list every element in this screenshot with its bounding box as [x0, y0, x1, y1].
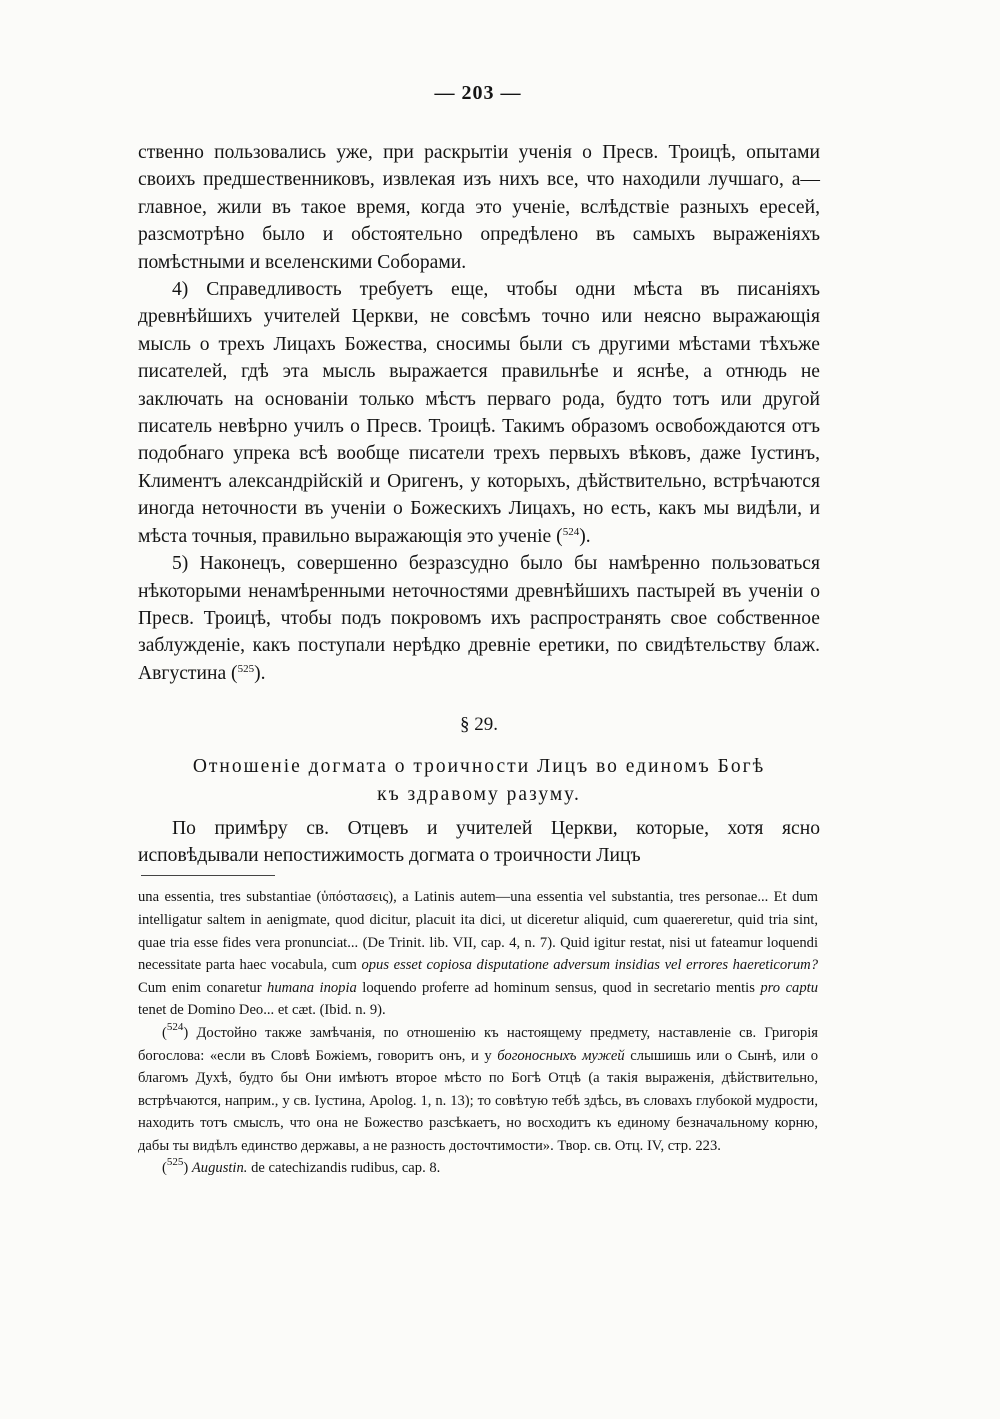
footnotes: [138, 886, 818, 1180]
paragraph-text: 5) Наконецъ, совершенно безразсудно было бы намѣренно пользоваться нѣкоторыми ненамѣренными неточностями древнѣйшихъ пастырей въ ученіи о Пресв. Троицѣ, чтобы подъ покровомъ ихъ распространять свое собственное заблужденіе, какъ поступали нерѣдко древніе еретики, по свидѣтельству блаж. Августина (: [138, 553, 820, 684]
footnote-525: ($^{525}$) Augustin. de catechizandis rudibus, cap. 8.: [162, 1156, 441, 1177]
footnote-524: ($^{524}$) Достойно также замѣчанія, по отношенію къ настоящему предмету, наставленіе св. Григорія богослова: «если въ Словѣ Божіемъ, говоритъ онъ, и у богоносныхъ мужей слышишь или о Сынѣ, или о благомъ Духѣ, будто бы Они имѣютъ второе мѣсто по Богѣ Отцѣ (а такія выраженія, дѣйствительно, встрѣчаются, наприм., у св. Іустина, Apolog. 1, n. 13); то совѣтую тебѣ здѣсь, въ словахъ глубокой мудрости, находить тотъ смыслъ, что она не Божество разсѣкаетъ, но восходитъ къ единому безначальному корню, дабы ты видѣлъ единство державы, а не разность досточтимости». Твор. св. Отц. IV, стр. 223.: [138, 1020, 819, 1154]
footnote-ref-524[interactable]: 524: [562, 525, 580, 538]
footnote-number-525: 525: [166, 1156, 184, 1169]
section-title: [138, 753, 820, 809]
paragraph-text: 4) Справедливость требуетъ еще, чтобы одни мѣста въ писаніяхъ древнѣйшихъ учителей Церкви, не совсѣмъ точно или неясно выражающія мысль о трехъ Лицахъ Божества, сносимы были съ другими мѣстами тѣхъже писателей, гдѣ эта мысль выражается правильнѣе и яснѣе, а отнюдь не заключать на основаніи только мѣстъ перваго рода, будто тотъ или другой писатель невѣрно училъ о Пресв. Троицѣ. Такимъ образомъ освобождаются отъ подобнаго упрека всѣ вообще писатели трехъ первыхъ вѣковъ, даже Іустинъ, Климентъ александрійскій и Оригенъ, у которыхъ, дѣйствительно, встрѣчаются иногда неточности въ ученіи о Божескихъ Лицахъ, но есть, какъ мы видѣли, и мѣста точныя, правильно выражающія это ученіе (: [138, 279, 820, 547]
paragraph-point-5: [138, 550, 820, 687]
footnote-divider: [141, 875, 275, 876]
footnote-text: Cum enim conaretur: [138, 979, 268, 996]
footnote-text: tenet de Domino Deo... et cæt. (Ibid. n. 9).: [138, 1002, 386, 1019]
section-title-line-2: къ здравому разуму.: [377, 783, 581, 805]
footnote-text: слышишь или о Сынѣ, или о благомъ Духѣ, будто бы Они имѣютъ второе мѣсто по Богѣ Отцѣ (а такія выраженія, дѣйствительно, встрѣчаются, наприм., у св. Іустина, Apolog. 1, n. 13); то совѣтую тебѣ здѣсь, въ словахъ глубокой мудрости, находить тотъ смыслъ, что она не Божество разсѣкаетъ, но восходитъ къ единому безначальному корню, дабы ты видѣлъ единство державы, а не разность досточтимости». Твор. св. Отц. IV, стр. 223.: [138, 1047, 819, 1154]
footnote-number-524: 524: [166, 1020, 184, 1033]
section-number: § 29.: [460, 714, 498, 736]
footnote-italic: humana inopia: [267, 979, 357, 996]
footnote-continuation: [138, 886, 818, 1022]
footnote-text: de catechizandis rudibus, cap. 8.: [247, 1160, 441, 1177]
footnote-italic: Augustin.: [191, 1160, 248, 1177]
paragraph-text-tail: ).: [254, 662, 266, 684]
footnote-ref-525[interactable]: 525: [237, 662, 255, 675]
footnote-text: Достойно также замѣчанія, по отношенію къ настоящему предмету, наставленіе св. Григорія богослова: «если въ Словѣ Божіемъ, говоритъ онъ, и у: [138, 1024, 818, 1064]
footnote-text: una essentia, tres substantiae (ὑπόστασεις), a Latinis autem—una essentia vel substantia, tres personae... Et dum intelligatur saltem in aenigmate, quod dicitur, placuit ita dici, ut diceretur aliquid, cum quaereretur, quid tria sint, quae tria esse fides vera pronunciat... (De Trinit. lib. VII, cap. 4, n. 7). Quid igitur restat, nisi ut fateamur loquendi necessitate parta haec vocabula, cum: [138, 889, 818, 974]
footnote-italic: pro captu: [760, 979, 818, 996]
paragraph-continuation: ственно пользовались уже, при раскрытіи ученія о Пресв. Троицѣ, опытами своихъ предшественниковъ, извлекая изъ нихъ все, что находили лучшаго, а—главное, жили въ такое время, когда это ученіе, вслѣдствіе разныхъ ересей, разсмотрѣно было и обстоятельно опредѣлено въ самыхъ выраженіяхъ помѣстными и вселенскими Соборами.: [138, 142, 820, 273]
page-number: — 203 —: [434, 82, 522, 104]
footnote-italic: opus esset copiosa disputatione adversum insidias vel errores haereticorum?: [361, 957, 818, 974]
paragraph-text-tail: ).: [579, 525, 591, 547]
paragraph-section-29: По примѣру св. Отцевъ и учителей Церкви, которые, хотя ясно исповѣдывали непостижимость догмата о троичности Лицъ: [138, 817, 820, 866]
footnote-italic: богоносныхъ мужей: [497, 1047, 625, 1064]
main-text: [138, 139, 820, 869]
section-title-line-1: Отношеніе догмата о троичности Лицъ во единомъ Богѣ: [192, 755, 766, 777]
footnote-text: loquendo proferre ad hominum sensus, quod in secretario mentis: [356, 979, 761, 996]
paragraph-point-4: [138, 276, 820, 550]
